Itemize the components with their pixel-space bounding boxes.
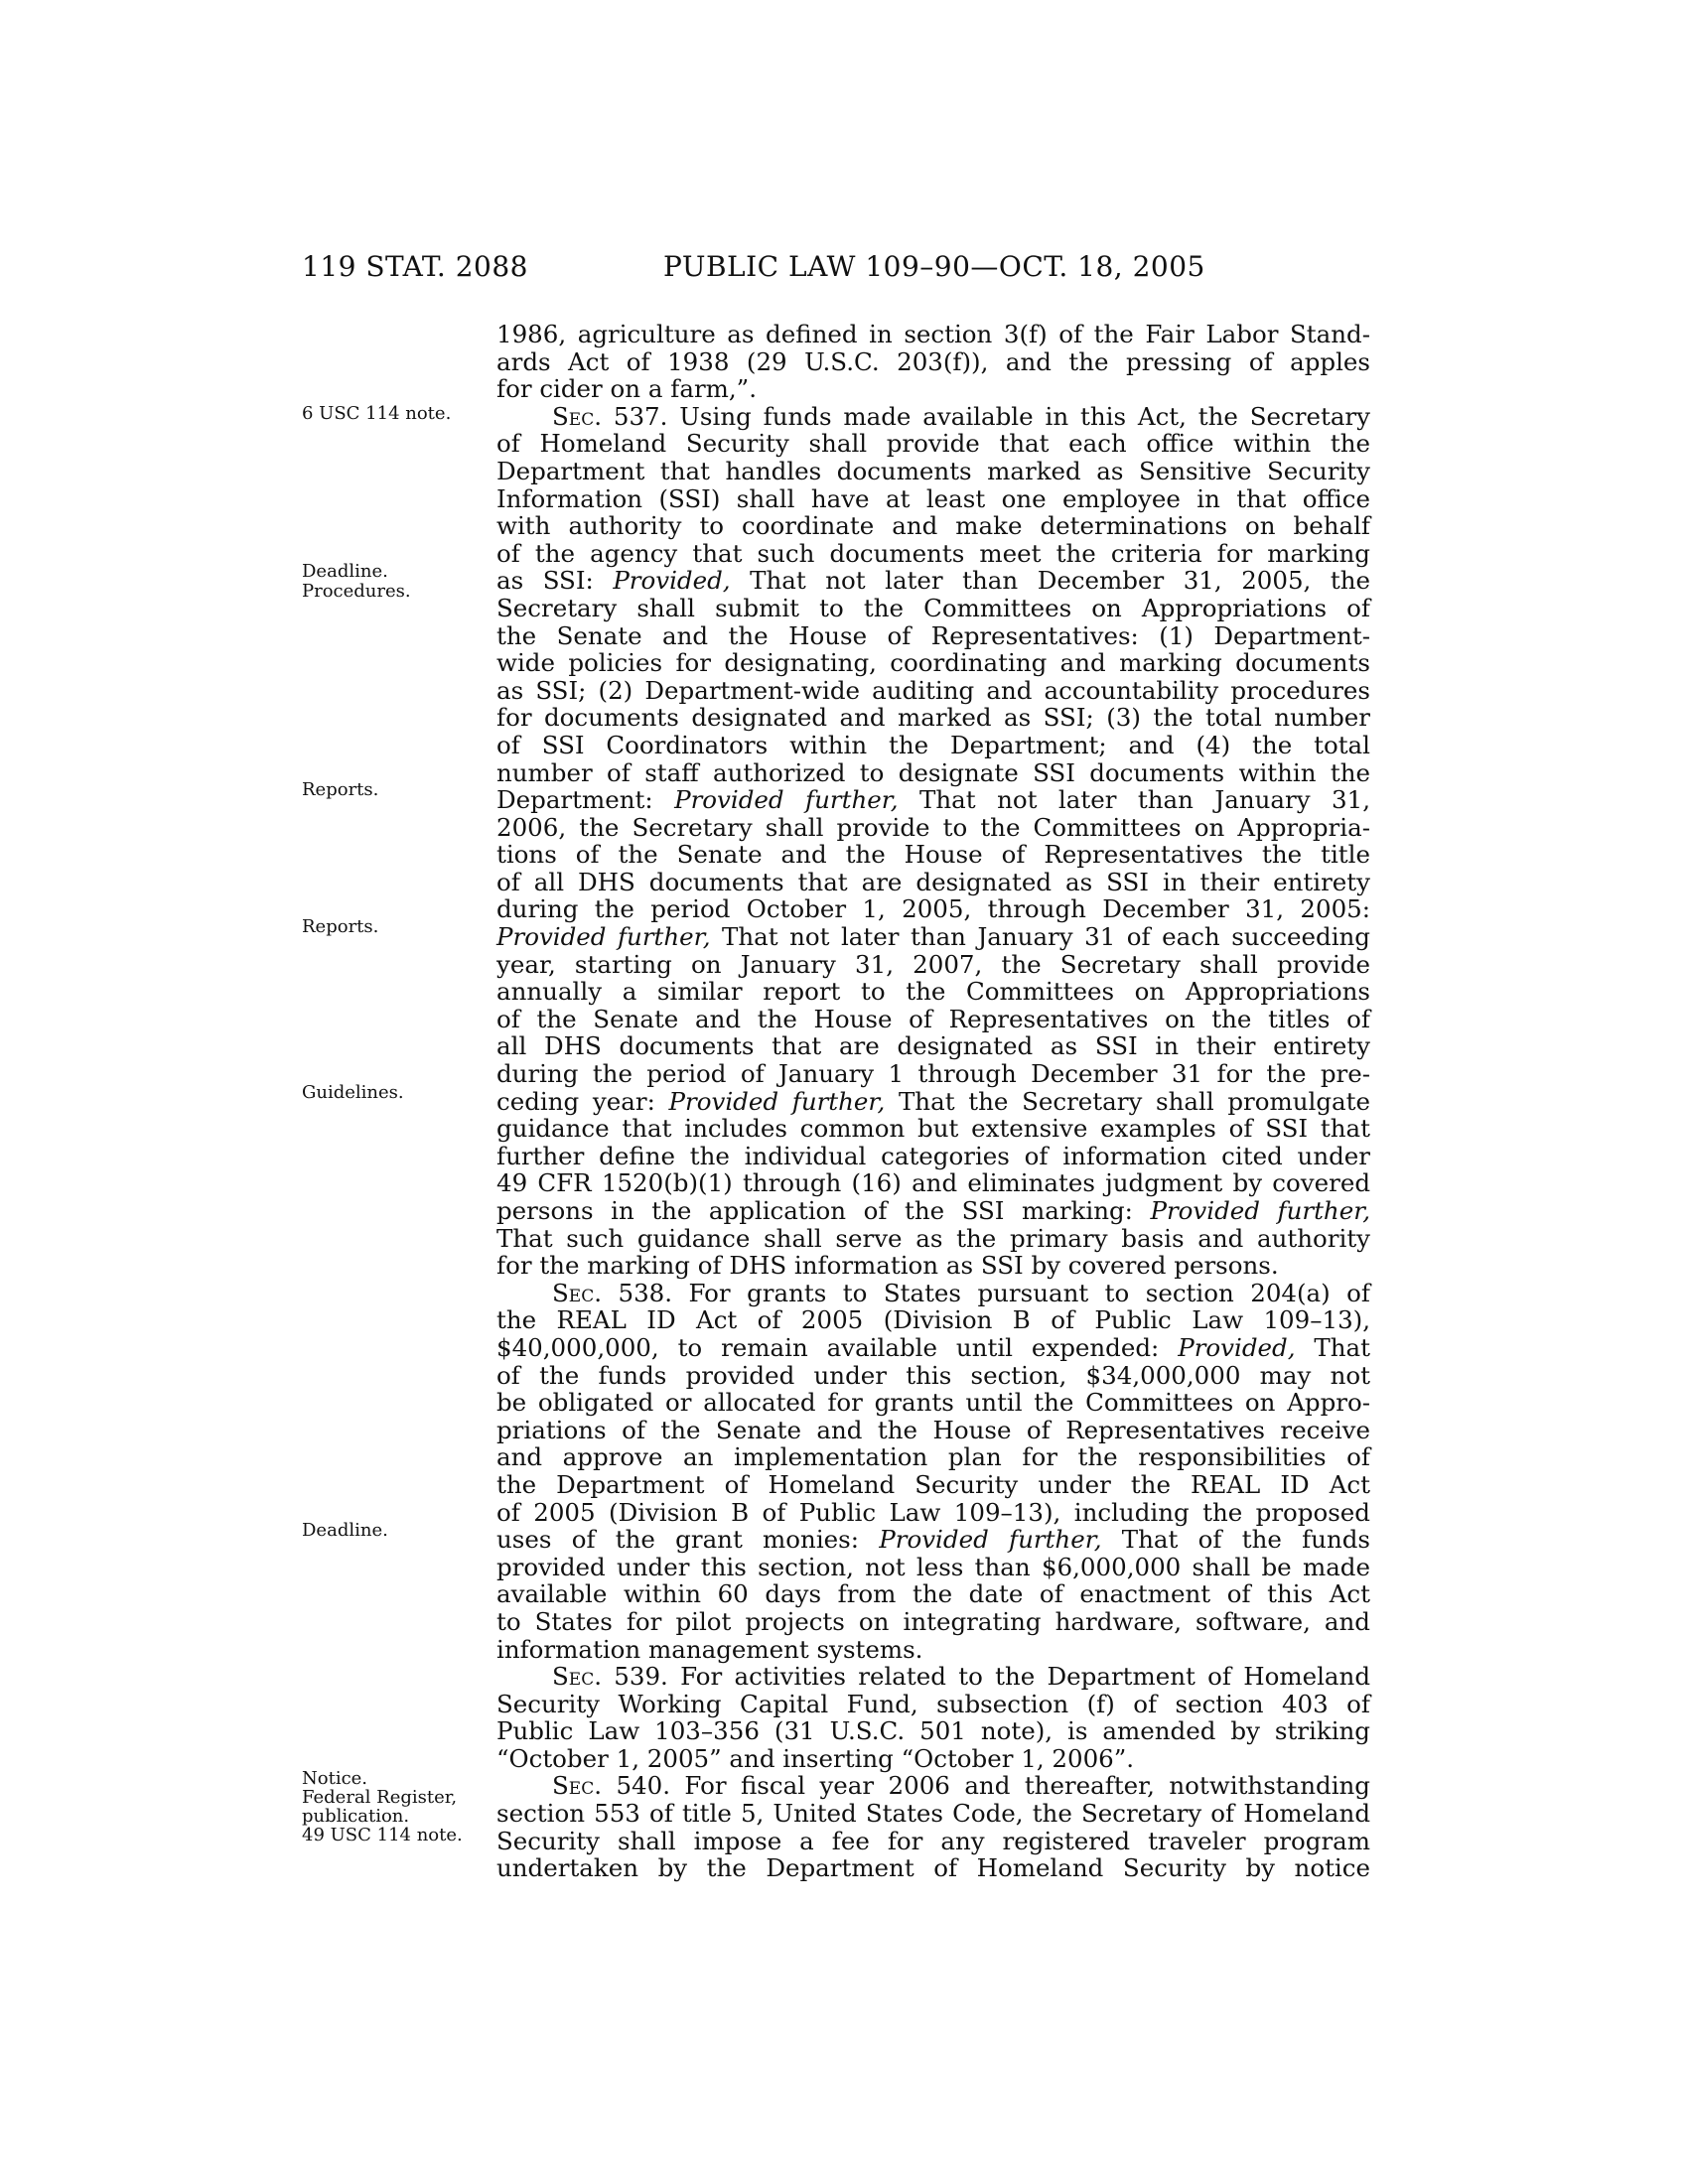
text-line: of Homeland Security shall provide that each office within the xyxy=(496,429,1370,459)
text-line: of the Senate and the House of Representatives on the titles of xyxy=(496,1004,1370,1033)
text-line: be obligated or allocated for grants until the Committees on Appro- xyxy=(496,1388,1370,1418)
margin-note-deadline: Deadline. xyxy=(302,1520,388,1541)
text-line: 49 CFR 1520(b)(1) through (16) and eliminates judgment by covered xyxy=(496,1168,1370,1198)
text-line: guidance that includes common but extensive examples of SSI that xyxy=(496,1114,1370,1144)
text-line: Information (SSI) shall have at least one employee in that office xyxy=(496,483,1370,513)
proviso-italic: Provided further, xyxy=(674,785,899,815)
text-line: all DHS documents that are designated as SSI in their entirety xyxy=(496,1031,1370,1061)
text-line: during the period of January 1 through December 31 for the pre- xyxy=(496,1059,1370,1089)
text-line: of 2005 (Division B of Public Law 109–13), including the proposed xyxy=(496,1497,1370,1527)
section-label: Sec. xyxy=(552,1771,602,1801)
margin-note-usc: 49 USC 114 note. xyxy=(302,1825,463,1845)
text-line: Public Law 103–356 (31 U.S.C. 501 note), is amended by striking xyxy=(496,1716,1370,1746)
text-line: year, starting on January 31, 2007, the Secretary shall provide xyxy=(496,949,1370,979)
text-line: as SSI; (2) Department-wide auditing and accountability procedures xyxy=(496,675,1370,705)
proviso-italic: Provided further, xyxy=(668,1086,886,1116)
text-line: priations of the Senate and the House of Representatives receive xyxy=(496,1415,1370,1444)
text-line: That such guidance shall serve as the primary basis and authority xyxy=(496,1223,1370,1253)
section-537-heading-line: Sec. 537. Using funds made available in this Act, the Secretary xyxy=(552,401,1370,431)
text-line: $40,000,000, to remain available until expended: Provided, That xyxy=(496,1332,1370,1362)
text-line: ceding year: Provided further, That the Secretary shall promulgate xyxy=(496,1086,1370,1116)
proviso-italic: Provided, xyxy=(613,566,731,596)
text-line: ards Act of 1938 (29 U.S.C. 203(f)), and the pressing of apples xyxy=(496,346,1370,376)
text-line: provided under this section, not less than $6,000,000 shall be made xyxy=(496,1552,1370,1581)
text-line: of SSI Coordinators within the Department; and (4) the total xyxy=(496,730,1370,759)
margin-note-usc: 6 USC 114 note. xyxy=(302,403,452,424)
margin-note-procedures: Procedures. xyxy=(302,581,411,602)
text-line: the REAL ID Act of 2005 (Division B of Public Law 109–13), xyxy=(496,1305,1370,1335)
text-line: and approve an implementation plan for the responsibilities of xyxy=(496,1442,1370,1472)
text-line: wide policies for designating, coordinating and marking documents xyxy=(496,648,1370,678)
text-line: annually a similar report to the Committees on Appropriations xyxy=(496,977,1370,1007)
section-label: Sec. xyxy=(552,1662,602,1692)
text-line: information management systems. xyxy=(496,1634,923,1664)
text-line: for the marking of DHS information as SSI by covered persons. xyxy=(496,1251,1279,1281)
section-538-heading-line: Sec. 538. For grants to States pursuant to section 204(a) of xyxy=(552,1278,1371,1307)
text-line: available within 60 days from the date of enactment of this Act xyxy=(496,1579,1370,1609)
section-label: Sec. xyxy=(552,401,602,431)
text-line: section 553 of title 5, United States Code, the Secretary of Homeland xyxy=(496,1799,1370,1829)
text-line: undertaken by the Department of Homeland Security by notice xyxy=(496,1853,1370,1883)
margin-note-notice: Notice. xyxy=(302,1768,368,1789)
text-line: Provided further, That not later than January 31 of each succeeding xyxy=(496,922,1370,952)
margin-note-reports: Reports. xyxy=(302,916,379,937)
text-line: persons in the application of the SSI marking: Provided further, xyxy=(496,1196,1370,1225)
section-539-heading-line: Sec. 539. For activities related to the Department of Homeland xyxy=(552,1662,1370,1692)
text-line: uses of the grant monies: Provided further, That of the funds xyxy=(496,1525,1370,1555)
text-line: of all DHS documents that are designated as SSI in their entirety xyxy=(496,867,1370,896)
text-line: to States for pilot projects on integrating hardware, software, and xyxy=(496,1606,1370,1636)
text-line: “October 1, 2005” and inserting “October 1, 2006”. xyxy=(496,1743,1135,1773)
text-line: Department: Provided further, That not later than January 31, xyxy=(496,785,1370,815)
text-line: the Senate and the House of Representatives: (1) Department- xyxy=(496,620,1370,650)
text-line: 2006, the Secretary shall provide to the Committees on Appropria- xyxy=(496,812,1370,842)
proviso-italic: Provided further, xyxy=(879,1525,1102,1555)
text-line: for cider on a farm,”. xyxy=(496,374,757,404)
text-line: during the period October 1, 2005, through December 31, 2005: xyxy=(496,894,1370,924)
proviso-italic: Provided, xyxy=(1178,1332,1296,1362)
text-line: Secretary shall submit to the Committees on Appropriations of xyxy=(496,593,1370,622)
text-line: as SSI: Provided, That not later than December 31, 2005, the xyxy=(496,566,1370,596)
text-line: further define the individual categories of information cited under xyxy=(496,1141,1370,1170)
text-line: Security shall impose a fee for any registered traveler program xyxy=(496,1826,1370,1855)
text-line: of the agency that such documents meet the criteria for marking xyxy=(496,538,1370,568)
text-line: for documents designated and marked as SSI; (3) the total number xyxy=(496,703,1370,733)
page-header xyxy=(0,250,1688,290)
public-law-title: PUBLIC LAW 109–90—OCT. 18, 2005 xyxy=(663,250,1205,283)
statute-text xyxy=(496,321,1370,1882)
text-line: tions of the Senate and the House of Representatives the title xyxy=(496,840,1370,870)
statute-page-number: 119 STAT. 2088 xyxy=(302,250,528,283)
section-540-heading-line: Sec. 540. For fiscal year 2006 and thereafter, notwithstanding xyxy=(552,1771,1370,1801)
text-line: with authority to coordinate and make determinations on behalf xyxy=(496,511,1370,541)
margin-note-reports: Reports. xyxy=(302,779,379,800)
text-line: of the funds provided under this section, $34,000,000 may not xyxy=(496,1360,1370,1390)
margin-note-publication: publication. xyxy=(302,1806,410,1827)
margin-note-guidelines: Guidelines. xyxy=(302,1082,404,1103)
text-line: 1986, agriculture as defined in section 3(f) of the Fair Labor Stand- xyxy=(496,320,1370,348)
proviso-italic: Provided further, xyxy=(496,922,711,952)
margin-note-deadline: Deadline. xyxy=(302,561,388,582)
text-line: number of staff authorized to designate SSI documents within the xyxy=(496,757,1370,787)
proviso-italic: Provided further, xyxy=(1150,1196,1370,1225)
section-label: Sec. xyxy=(552,1278,602,1307)
text-line: Department that handles documents marked as Sensitive Security xyxy=(496,456,1370,485)
margin-note-federal-register: Federal Register, xyxy=(302,1787,458,1808)
text-line: Security Working Capital Fund, subsection (f) of section 403 of xyxy=(496,1689,1370,1718)
text-line: the Department of Homeland Security under the REAL ID Act xyxy=(496,1469,1370,1499)
